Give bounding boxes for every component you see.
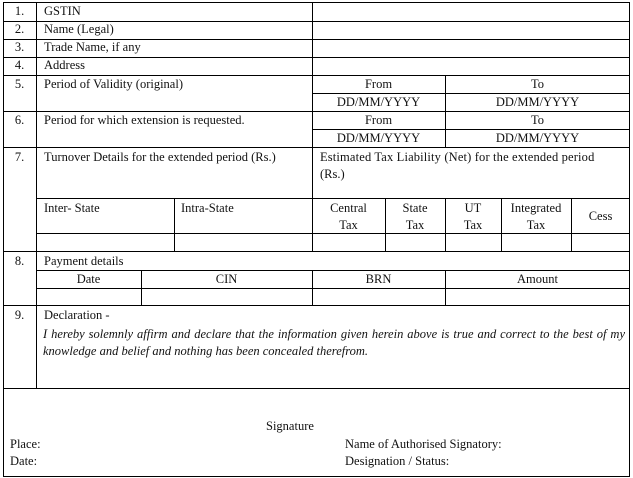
trade-name-field[interactable] <box>313 40 629 57</box>
row-number: 8. <box>14 254 25 268</box>
gstin-label: GSTIN <box>44 4 81 18</box>
row-divider <box>3 251 630 252</box>
period-subdivider <box>312 129 630 130</box>
row-number: 6. <box>14 113 25 127</box>
turnover-header-top <box>36 198 630 199</box>
address-label: Address <box>44 58 85 72</box>
payment-amount-value[interactable] <box>446 289 629 305</box>
signature-label: Signature <box>266 419 314 433</box>
row-divider <box>3 388 630 389</box>
validity-to-date[interactable]: DD/MM/YYYY <box>495 95 580 109</box>
validity-to-label: To <box>530 77 544 91</box>
ut-tax-value[interactable] <box>446 234 501 251</box>
signatory-name-label: Name of Authorised Signatory: <box>345 437 502 451</box>
place-label: Place: <box>10 437 41 451</box>
ut-tax-header: UT <box>464 201 482 215</box>
payment-date-value[interactable] <box>37 289 141 305</box>
row-number: 7. <box>14 150 25 164</box>
state-tax-header-line2: Tax <box>405 218 425 232</box>
central-tax-header: Central <box>330 201 367 215</box>
inter-state-value[interactable] <box>37 234 174 251</box>
border-bottom <box>3 476 630 477</box>
payment-cin-header: CIN <box>215 272 238 286</box>
row-number: 4. <box>14 58 25 72</box>
intra-state-value[interactable] <box>175 234 312 251</box>
payment-header-top <box>36 270 630 271</box>
row-divider <box>3 75 630 76</box>
payment-date-header: Date <box>76 272 101 286</box>
validity-period-label: Period of Validity (original) <box>44 77 183 91</box>
extension-to-label: To <box>530 113 544 127</box>
integrated-tax-value[interactable] <box>502 234 571 251</box>
inter-state-header: Inter- State <box>44 201 100 215</box>
extension-to-date[interactable]: DD/MM/YYYY <box>495 131 580 145</box>
validity-from-label: From <box>364 77 393 91</box>
legal-name-label: Name (Legal) <box>44 22 114 36</box>
period-subdivider <box>312 93 630 94</box>
date-label: Date: <box>10 454 38 468</box>
row-number: 9. <box>14 308 25 322</box>
border-right <box>629 2 630 477</box>
row-divider <box>3 147 630 148</box>
number-column-divider <box>36 2 37 389</box>
payment-brn-header: BRN <box>365 272 392 286</box>
validity-from-date[interactable]: DD/MM/YYYY <box>336 95 421 109</box>
gstin-field[interactable] <box>313 3 629 21</box>
state-tax-header: State <box>402 201 428 215</box>
integrated-tax-header-line2: Tax <box>526 218 546 232</box>
trade-name-label: Trade Name, if any <box>44 40 141 54</box>
central-tax-header-line2: Tax <box>339 218 358 232</box>
cess-value[interactable] <box>572 234 629 251</box>
border-left <box>3 2 4 477</box>
payment-cin-value[interactable] <box>142 289 312 305</box>
row-number: 2. <box>14 22 25 36</box>
payment-details-label: Payment details <box>44 254 124 268</box>
row-divider <box>3 111 630 112</box>
address-field[interactable] <box>313 58 629 75</box>
designation-label: Designation / Status: <box>345 454 450 468</box>
intra-state-header: Intra-State <box>181 201 234 215</box>
turnover-label: Turnover Details for the extended period (Rs.) <box>44 150 276 164</box>
integrated-tax-header: Integrated <box>510 201 562 215</box>
payment-brn-value[interactable] <box>313 289 445 305</box>
row-number: 1. <box>14 4 25 18</box>
extension-from-label: From <box>364 113 393 127</box>
tax-liability-label-line1: Estimated Tax Liability (Net) for the extended period <box>320 150 595 164</box>
state-tax-value[interactable] <box>386 234 445 251</box>
declaration-text: I hereby solemnly affirm and declare that the information given herein above is true and correct to the best of my knowledge and belief and nothing has been concealed therefrom. <box>43 327 625 358</box>
row-number: 5. <box>14 77 25 91</box>
row-number: 3. <box>14 40 25 54</box>
row-divider <box>3 305 630 306</box>
declaration-label: Declaration - <box>44 308 110 322</box>
legal-name-field[interactable] <box>313 22 629 39</box>
extension-from-date[interactable]: DD/MM/YYYY <box>336 131 421 145</box>
central-tax-value[interactable] <box>313 234 385 251</box>
extension-period-label: Period for which extension is requested. <box>44 113 245 127</box>
cess-header: Cess <box>588 209 613 223</box>
tax-liability-label-line2: (Rs.) <box>320 167 345 181</box>
ut-tax-header-line2: Tax <box>463 218 483 232</box>
payment-amount-header: Amount <box>517 272 558 286</box>
